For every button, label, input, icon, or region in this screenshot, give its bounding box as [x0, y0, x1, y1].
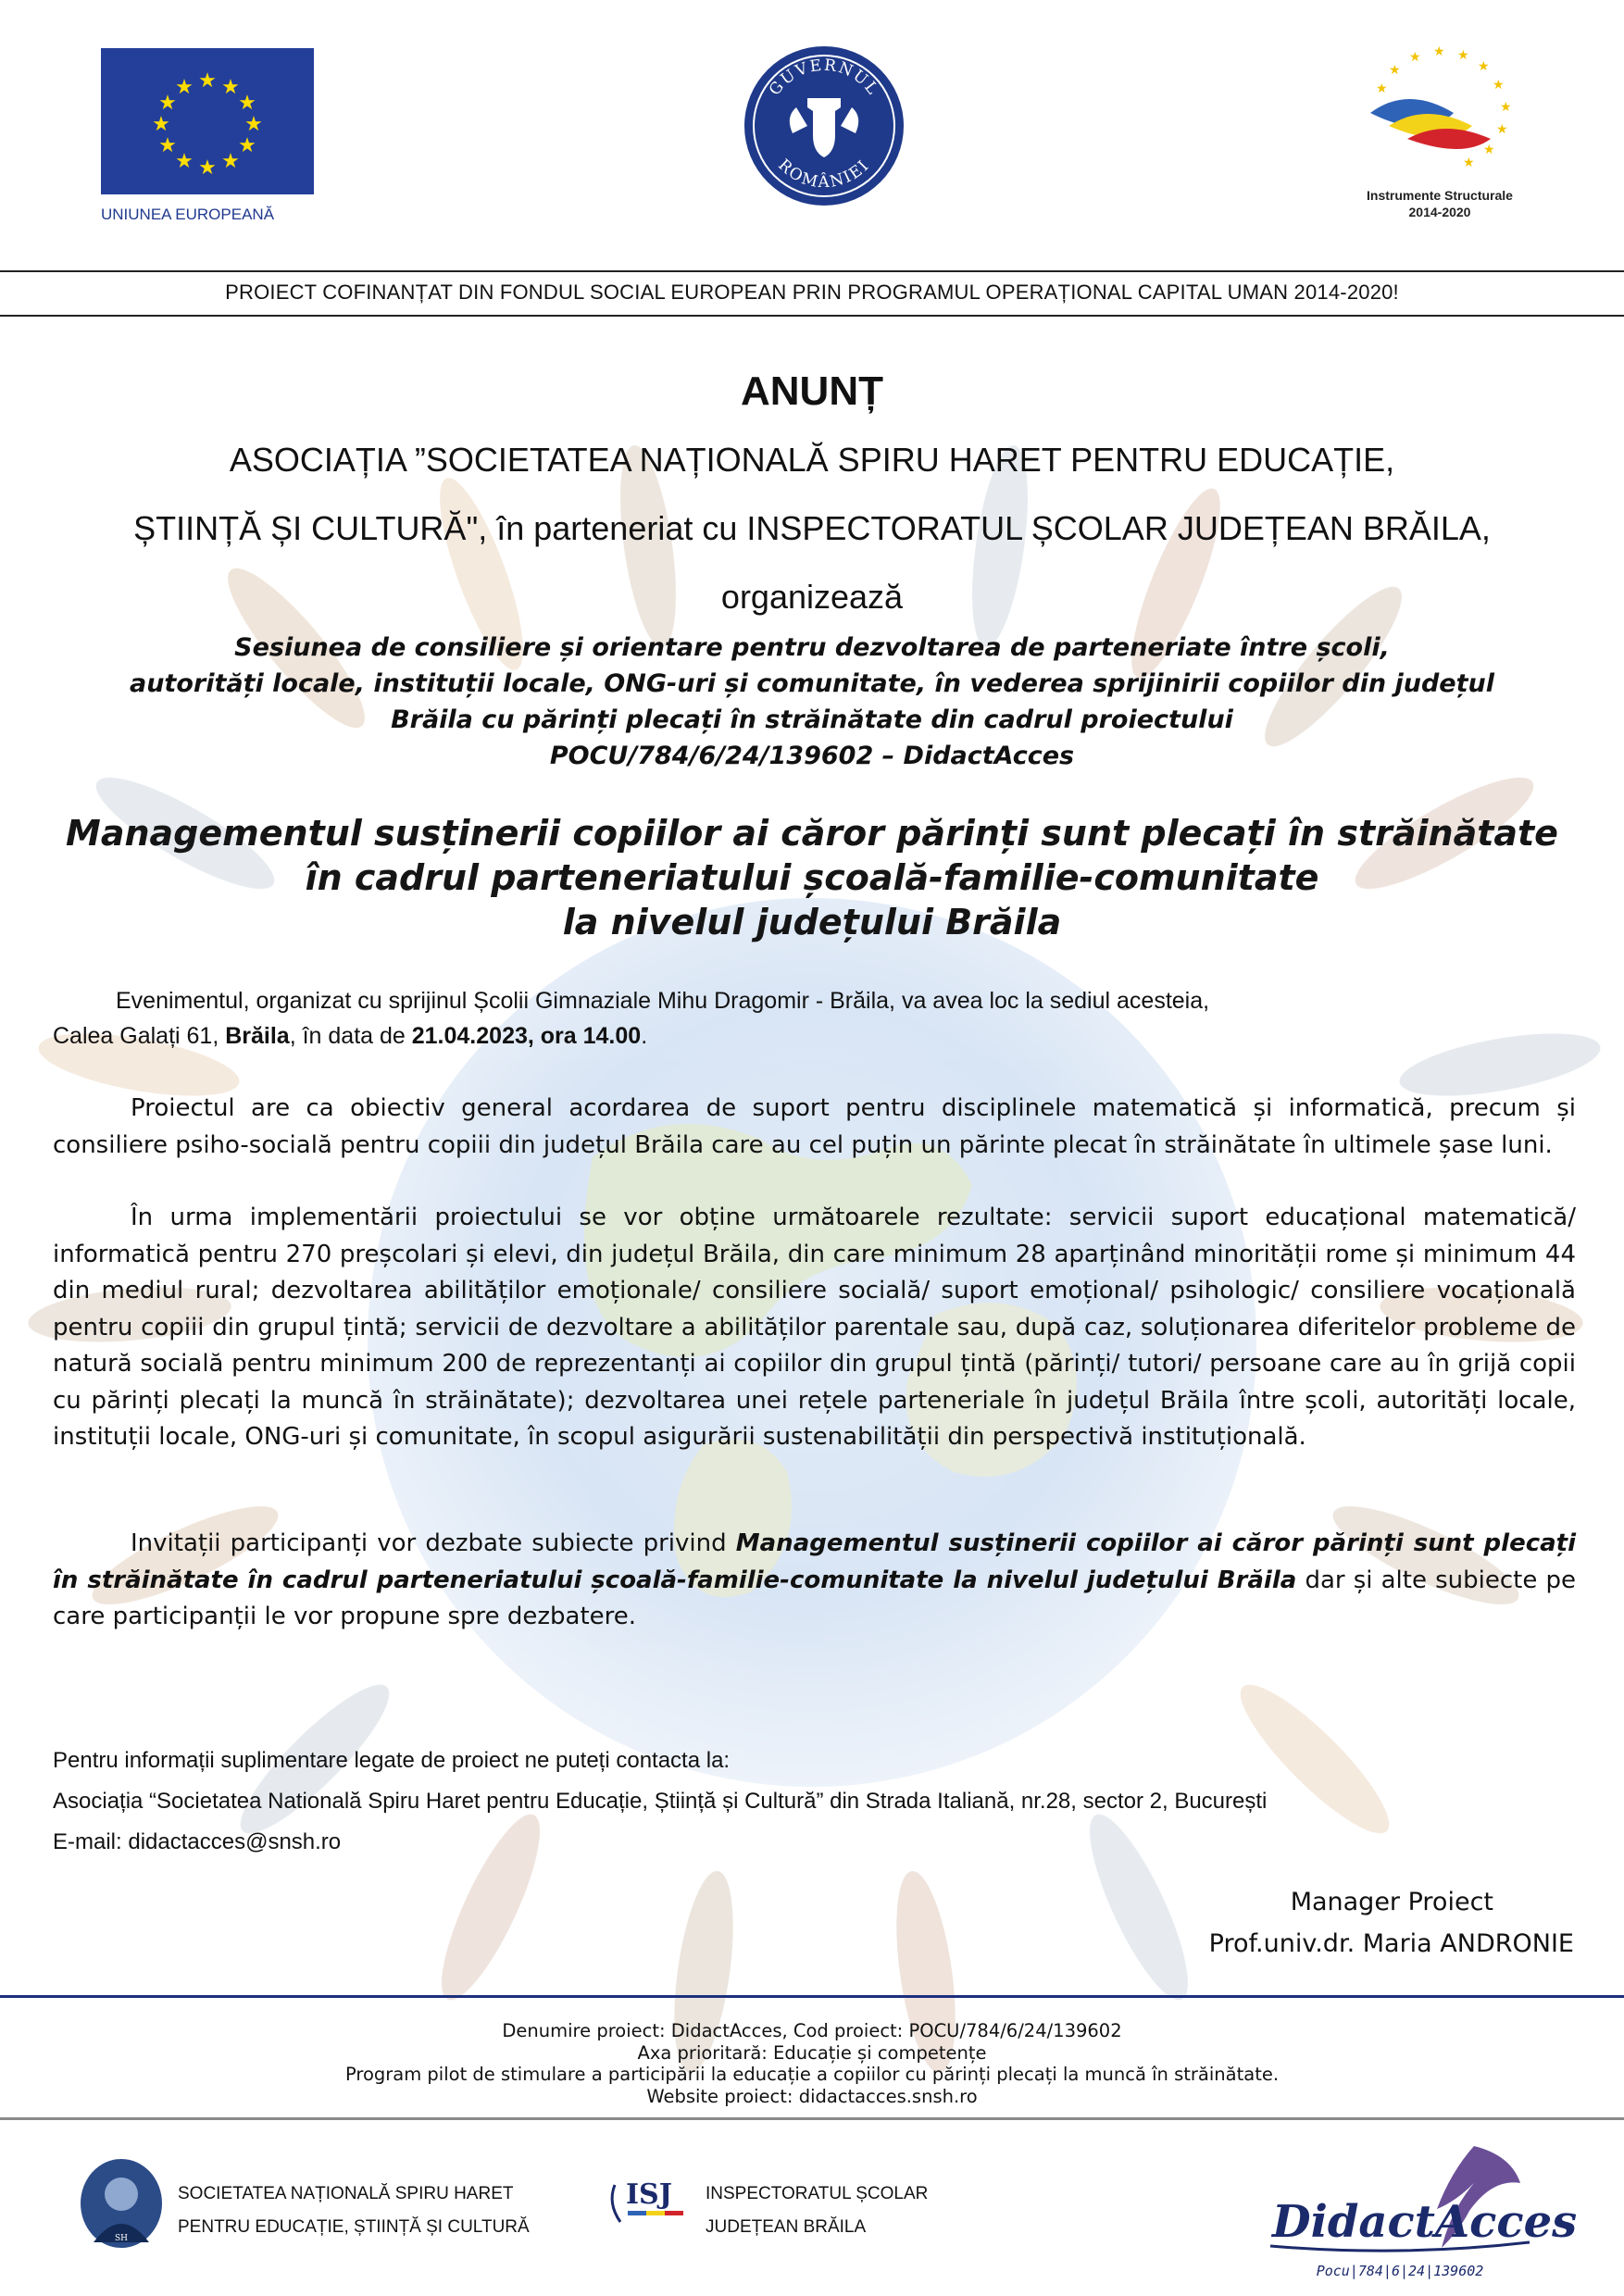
event-address: Calea Galați 61, — [53, 1023, 226, 1049]
svg-text:★: ★ — [1376, 81, 1388, 96]
contact-block — [53, 1741, 1590, 1863]
svg-text:★: ★ — [1478, 59, 1490, 74]
svg-text:★: ★ — [238, 92, 256, 115]
didactacces-logo-icon — [1261, 2137, 1578, 2285]
isj-org-name — [706, 2177, 928, 2244]
organizer-line-2: ȘTIINȚĂ ȘI CULTURĂ", în parteneriat cu INSPECTORATUL ȘCOLAR JUDEȚEAN BRĂILA, — [133, 509, 1491, 547]
event-date-prefix: , în data de — [289, 1023, 412, 1049]
footer-divider-grey — [0, 2117, 1624, 2120]
svg-text:★: ★ — [1500, 100, 1512, 115]
svg-text:GUVERNUL: GUVERNUL — [765, 56, 883, 100]
svg-text:★: ★ — [238, 134, 256, 157]
session-line: Brăila cu părinți plecați în străinătate din cadrul proiectului — [391, 705, 1233, 734]
structural-instruments-logo-icon — [1361, 44, 1518, 178]
signature-role: Manager Proiect — [1290, 1888, 1493, 1916]
event-theme — [37, 811, 1587, 944]
event-date: 21.04.2023, ora 14.00 — [411, 1023, 642, 1049]
contact-address: Asociația “Societatea Natională Spiru Haret pentru Educație, Știință și Cultură” din Strada Italiană, nr.28, sector 2, București — [53, 1789, 1268, 1814]
structural-caption-line1: Instrumente Structurale — [1367, 188, 1513, 203]
contact-email[interactable]: E-mail: didactacces@snsh.ro — [53, 1829, 342, 1854]
event-city: Brăila — [225, 1023, 290, 1049]
divider-top — [0, 270, 1624, 272]
footer-project-info — [0, 2020, 1624, 2107]
contact-intro: Pentru informații suplimentare legate de proiect ne puteți contacta la: — [53, 1748, 731, 1773]
session-line: POCU/784/6/24/139602 – DidactAcces — [549, 742, 1075, 770]
funding-line: PROIECT COFINANȚAT DIN FONDUL SOCIAL EUROPEAN PRIN PROGRAMUL OPERAȚIONAL CAPITAL UMAN 2014-2020! — [225, 281, 1399, 304]
svg-text:SH: SH — [114, 2234, 129, 2243]
footer-line: Axa prioritară: Educație și competențe — [637, 2041, 987, 2064]
event-details — [53, 983, 1571, 1054]
svg-text:★: ★ — [158, 92, 177, 115]
isj-name-line: INSPECTORATUL ȘCOLAR — [706, 2184, 929, 2203]
event-line-1: Evenimentul, organizat cu sprijinul Școlii Gimnaziale Mihu Dragomir - Brăila, va avea loc la sediul acesteia, — [116, 988, 1210, 1014]
eu-caption: UNIUNEA EUROPEANĂ — [101, 206, 275, 223]
svg-text:★: ★ — [244, 113, 263, 136]
svg-text:★: ★ — [1496, 122, 1508, 137]
svg-text:★: ★ — [198, 156, 217, 180]
svg-text:★: ★ — [1433, 44, 1445, 59]
session-description — [37, 630, 1587, 774]
paragraph-debate — [53, 1526, 1576, 1636]
signature-name: Prof.univ.dr. Maria ANDRONIE — [1208, 1929, 1574, 1958]
svg-text:★: ★ — [1389, 63, 1401, 78]
eu-stars-icon — [101, 48, 314, 194]
theme-line: la nivelul județului Brăila — [562, 902, 1062, 942]
signature-block — [1111, 1881, 1574, 1965]
svg-text:★: ★ — [1457, 48, 1469, 63]
theme-line: în cadrul parteneriatului școală-familie-comunitate — [305, 857, 1319, 898]
svg-text:★: ★ — [221, 76, 240, 99]
svg-text:★: ★ — [175, 150, 194, 173]
snsh-name-line: SOCIETATEA NAȚIONALĂ SPIRU HARET — [178, 2184, 514, 2203]
svg-text:★: ★ — [221, 150, 240, 173]
svg-text:★: ★ — [1483, 143, 1495, 157]
svg-text:DidactAcces: DidactAcces — [1272, 2196, 1578, 2248]
event-line-end: . — [641, 1023, 648, 1049]
svg-text:ROMÂNIEI: ROMÂNIEI — [774, 156, 874, 193]
svg-text:★: ★ — [152, 113, 170, 136]
svg-text:★: ★ — [1409, 50, 1421, 65]
footer-line: Program pilot de stimulare a participării la educație a copiilor cu părinți plecați la muncă în străinătate. — [344, 2064, 1280, 2085]
divider-bottom — [0, 315, 1624, 317]
spiru-haret-portrait-icon — [80, 2157, 163, 2250]
isj-name-line: JUDEȚEAN BRĂILA — [706, 2217, 867, 2237]
eu-flag-logo — [101, 48, 314, 194]
isj-logo-icon — [606, 2166, 696, 2231]
organizer-line-1: ASOCIAȚIA ”SOCIETATEA NAȚIONALĂ SPIRU HARET PENTRU EDUCAȚIE, — [229, 441, 1395, 479]
svg-text:★: ★ — [198, 69, 217, 93]
session-line: autorități locale, instituții locale, ONG-uri și comunitate, în vederea sprijinirii copiilor din județul — [129, 669, 1494, 698]
footer-divider — [0, 1995, 1624, 1998]
theme-line: Managementul susținerii copiilor ai căror părinți sunt plecați în străinătate — [66, 813, 1558, 854]
svg-text:ISJ: ISJ — [626, 2178, 672, 2211]
paragraph-results: În urma implementării proiectului se vor obține următoarele rezultate: servicii suport educațional matematică/ informatică pentru 270 preșcolari și elevi, din județul Brăila, din care minimum 28 aparținând minorității rome și minimum 44 din mediul rural; dezvoltarea abilităților emoționale/ consiliere socială/ suport emoțional/ psihologic/ consiliere vocațională pentru copiii din grupul țintă; servicii de dezvoltare a abilităților parentale sau, după caz, soluționarea diferitelor probleme de natură socială pentru minimum 200 de reprezentanți ai copiilor din grupul țintă (părinți/ tutori/ persoane care au în grijă copii cu părinți plecați la muncă în străinătate); dezvoltarea unei rețele parteneriale în județul Brăila între școli, autorități locale, instituții locale, ONG-uri și comunitate, în scopul asigurării sustenabilității din perspectivă instituțională. — [53, 1204, 1576, 1451]
event-line-2 — [53, 1018, 1571, 1054]
svg-text:★: ★ — [175, 76, 194, 99]
footer-line: Denumire proiect: DidactAcces, Cod proiect: POCU/784/6/24/139602 — [502, 2020, 1122, 2041]
structural-instruments-caption — [1324, 187, 1555, 220]
svg-text:★: ★ — [1463, 156, 1475, 170]
svg-text:Pocu|784|6|24|139602: Pocu|784|6|24|139602 — [1316, 2263, 1484, 2279]
page-title: ANUNȚ — [741, 368, 883, 414]
debate-topic: Managementul susținerii copiilor ai căror părinți sunt plecați în străinătate în cadrul parteneriatului școală-familie-comunitate la nivelul județului Brăila — [53, 1529, 1576, 1594]
debate-intro: Invitații participanți vor dezbate subiecte privind — [131, 1529, 736, 1557]
svg-text:★: ★ — [158, 134, 177, 157]
debate-end: dar și alte subiecte pe care participanții le vor propune spre dezbatere. — [53, 1566, 1576, 1630]
paragraph-objective: Proiectul are ca obiectiv general acordarea de suport pentru disciplinele matematică și informatică, precum și consiliere psiho-socială pentru copiii din județul Brăila care au cel puțin un părinte plecat în străinătate în ultimele șase luni. — [53, 1094, 1576, 1159]
snsh-name-line: PENTRU EDUCAȚIE, ȘTIINȚĂ ȘI CULTURĂ — [178, 2217, 530, 2237]
snsh-org-name — [178, 2177, 530, 2244]
structural-caption-line2: 2014-2020 — [1408, 205, 1471, 219]
session-line: Sesiunea de consiliere și orientare pentru dezvoltarea de parteneriate între școli, — [234, 633, 1390, 662]
romanian-government-seal-icon — [741, 43, 907, 209]
footer-line[interactable]: Website proiect: didactacces.snsh.ro — [646, 2085, 978, 2107]
organizer-line-3: organizează — [720, 578, 904, 616]
svg-text:★: ★ — [1493, 78, 1505, 93]
